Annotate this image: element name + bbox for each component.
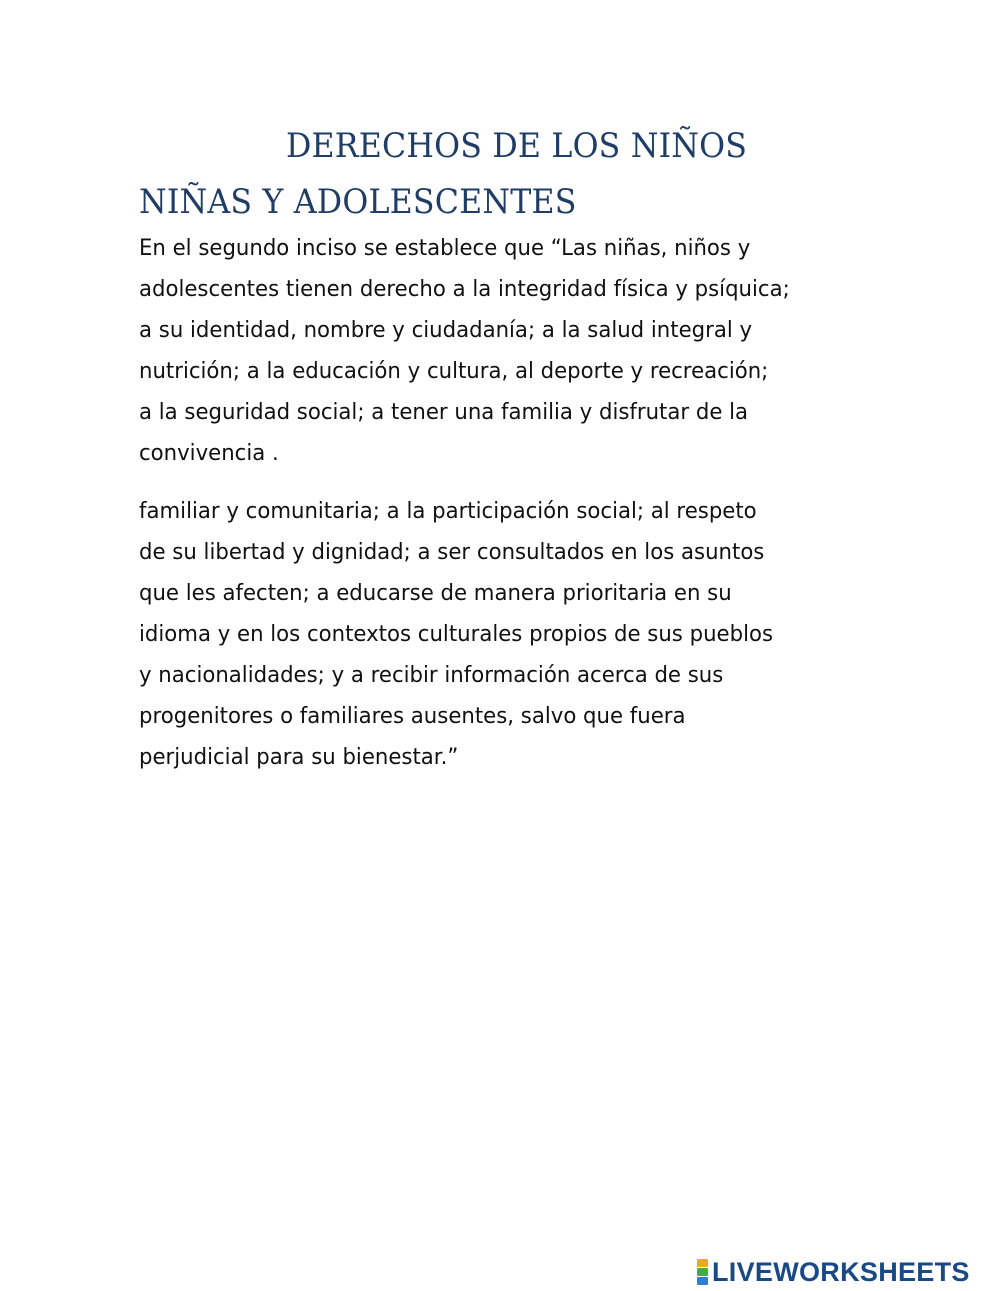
liveworksheets-logo-icon bbox=[697, 1259, 708, 1285]
title-line-1: DERECHOS DE LOS NIÑOS bbox=[285, 126, 748, 166]
title-line-2: NIÑAS Y ADOLESCENTES bbox=[139, 182, 577, 222]
text-line: y nacionalidades; y a recibir información acerca de sus bbox=[139, 663, 724, 688]
logo-block-green bbox=[697, 1268, 708, 1276]
text-line: familiar y comunitaria; a la participación social; al respeto bbox=[139, 499, 757, 524]
text-line: adolescentes tienen derecho a la integridad física y psíquica; bbox=[139, 277, 790, 302]
liveworksheets-watermark[interactable] bbox=[697, 1257, 970, 1287]
text-line: a la seguridad social; a tener una familia y disfrutar de la bbox=[139, 400, 749, 425]
text-line: En el segundo inciso se establece que “Las niñas, niños y bbox=[139, 236, 751, 261]
paragraph-2 bbox=[139, 491, 872, 778]
text-line: progenitores o familiares ausentes, salvo que fuera bbox=[139, 704, 686, 729]
text-line: nutrición; a la educación y cultura, al deporte y recreación; bbox=[139, 359, 769, 384]
logo-block-yellow bbox=[697, 1259, 708, 1267]
text-line: convivencia . bbox=[139, 441, 279, 466]
text-line: perjudicial para su bienestar.” bbox=[139, 745, 459, 770]
paragraph-1 bbox=[139, 228, 872, 474]
text-line: idioma y en los contextos culturales propios de sus pueblos bbox=[139, 622, 774, 647]
watermark-text: LIVEWORKSHEETS bbox=[712, 1256, 970, 1287]
logo-block-blue bbox=[697, 1277, 708, 1285]
text-line: a su identidad, nombre y ciudadanía; a la salud integral y bbox=[139, 318, 753, 343]
text-line: que les afecten; a educarse de manera prioritaria en su bbox=[139, 581, 732, 606]
page-title bbox=[139, 118, 846, 230]
text-line: de su libertad y dignidad; a ser consultados en los asuntos bbox=[139, 540, 765, 565]
